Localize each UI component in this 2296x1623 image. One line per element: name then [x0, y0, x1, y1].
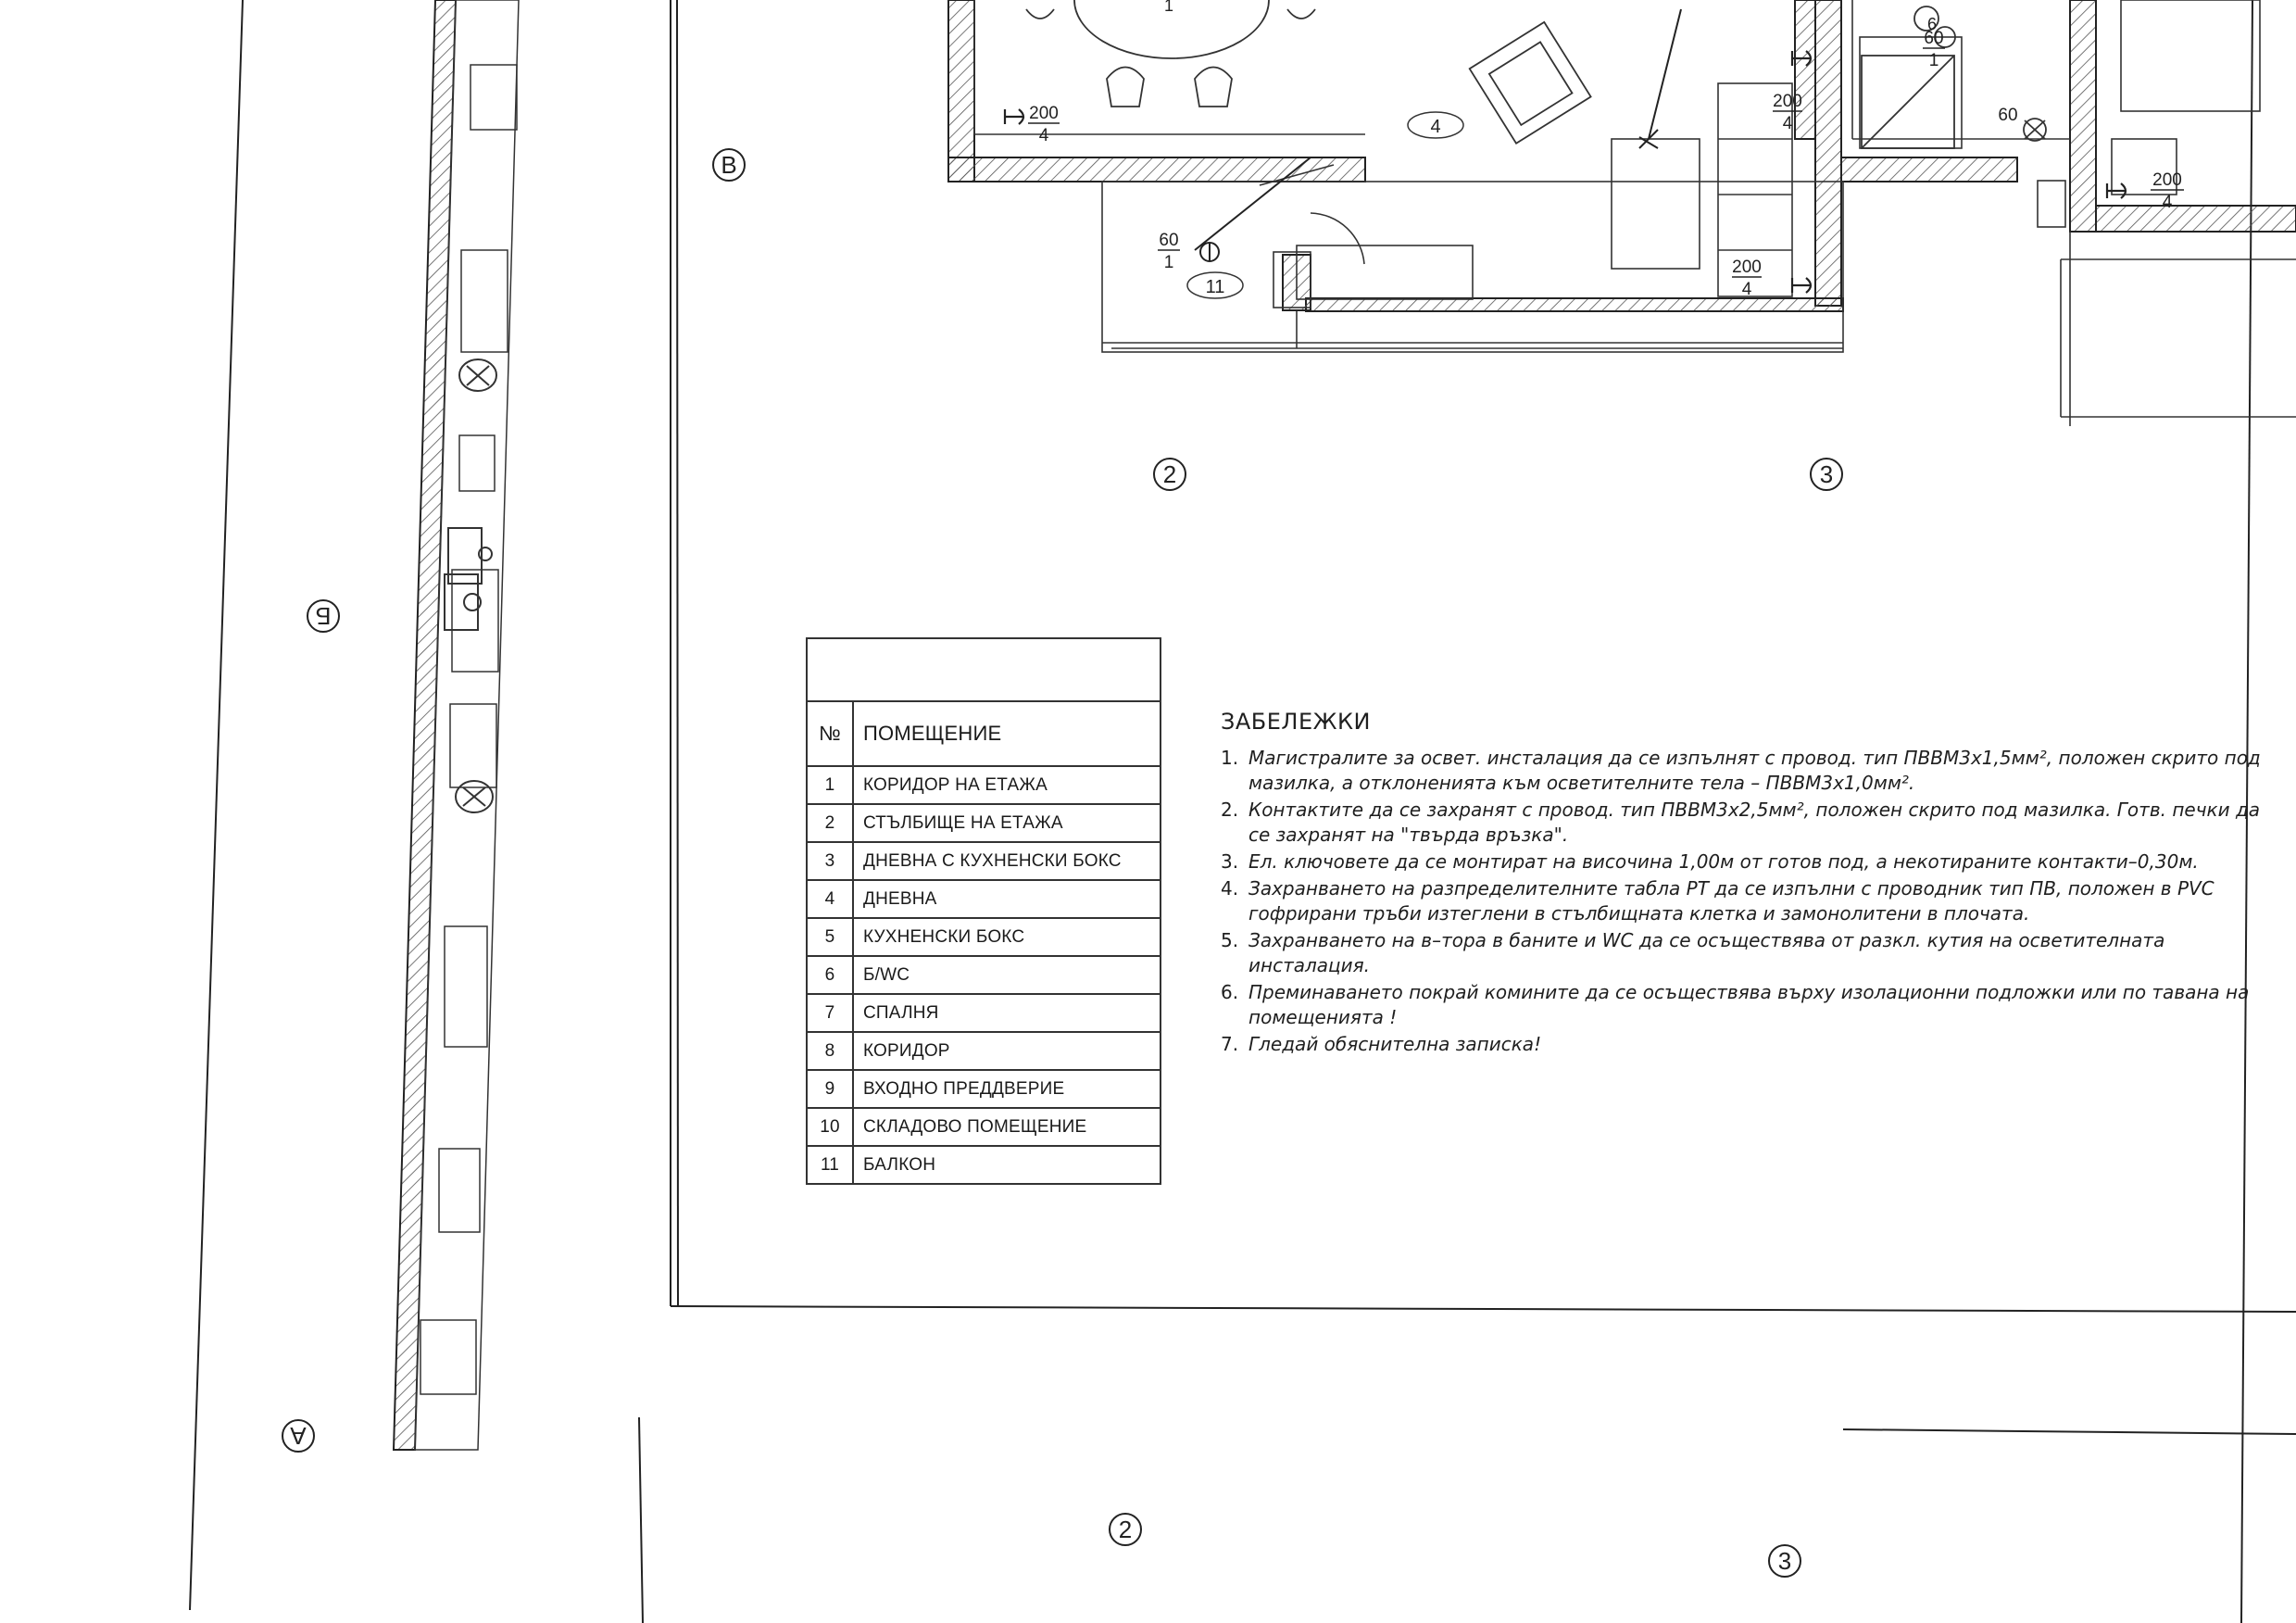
room-schedule-table: [806, 637, 1161, 1185]
table-row: [807, 994, 1161, 1032]
light-1-label-bottom: 1: [1163, 253, 1174, 272]
bathroom-fixtures: [1862, 6, 2046, 148]
outlet-4-label-bottom: 4: [2162, 193, 2173, 212]
note-text: Преминаването покрай комините да се осъществява върху изолационни подложки или по тавана на помещенията !: [1248, 981, 2250, 1028]
table-blank-row: [807, 638, 1161, 701]
room-name: БАЛКОН: [853, 1146, 1161, 1184]
axis-label-col-2-lower: 2: [1118, 1516, 1133, 1543]
table-row: [807, 766, 1161, 804]
top-floor-plan: [948, 0, 2296, 426]
table-header-name: ПОМЕЩЕНИЕ: [853, 701, 1161, 766]
note-text: Контактите да се захранят с провод. тип ПВВМ3х2,5мм², положен скрито под мазилка. Готв. печки да се захранят на "твърда връзка".: [1248, 799, 2261, 846]
table-row: [807, 842, 1161, 880]
room-bubbles: [1187, 112, 1463, 298]
room-num: 5: [807, 918, 853, 956]
room-num: 7: [807, 994, 853, 1032]
table-row: [807, 880, 1161, 918]
room-num: 6: [807, 956, 853, 994]
note-number: 1.: [1221, 747, 1239, 769]
light-2-label-bottom: 1: [1928, 51, 1939, 70]
note-item: [1221, 849, 2277, 874]
note-text: Захранването на разпределителните табла РТ да се изпълни с проводник тип ПВ, положен в PVC гофрирани тръби изтеглени в стълбищната клетка и замонолитени в плочата.: [1248, 877, 2214, 925]
table-header-num: №: [807, 701, 853, 766]
room-num: 1: [807, 766, 853, 804]
note-item: [1221, 980, 2277, 1030]
note-number: 6.: [1221, 981, 1239, 1003]
note-number: 7.: [1221, 1033, 1239, 1055]
dining-set: [1026, 0, 1315, 107]
table-row: [807, 956, 1161, 994]
note-text: Захранването на в–тора в баните и WC да се осъществява от разкл. кутия на осветителната инсталация.: [1248, 929, 2165, 976]
room-name: ДНЕВНА С КУХНЕНСКИ БОКС: [853, 842, 1161, 880]
room-name: КУХНЕНСКИ БОКС: [853, 918, 1161, 956]
note-number: 4.: [1221, 877, 1239, 900]
axis-label-col-3-lower: 3: [1777, 1547, 1792, 1575]
outlet-3-label-bottom: 4: [1741, 280, 1752, 299]
room-bubble-bath: 6: [1926, 15, 1938, 33]
note-item: [1221, 798, 2277, 848]
light-1-label-top: 60: [1159, 231, 1179, 250]
notes-list: [1221, 746, 2277, 1057]
table-row: [807, 804, 1161, 842]
room-name: СПАЛНЯ: [853, 994, 1161, 1032]
room-name: КОРИДОР: [853, 1032, 1161, 1070]
room-name: СТЪЛБИЩЕ НА ЕТАЖА: [853, 804, 1161, 842]
room-bubble-corridor: 1: [1163, 0, 1174, 15]
notes-title: ЗАБЕЛЕЖКИ: [1221, 709, 1371, 735]
room-num: 2: [807, 804, 853, 842]
room-num: 8: [807, 1032, 853, 1070]
light-3-label-top: 60: [1998, 106, 2018, 125]
outlet-1-label-top: 200: [1029, 104, 1059, 123]
room-num: 11: [807, 1146, 853, 1184]
outlet-1-label-bottom: 4: [1038, 126, 1049, 145]
note-text: Ел. ключовете да се монтират на височина 1,00м от готов под, а некотираните контакти–0,30м.: [1248, 850, 2199, 873]
note-text: Гледай обяснителна записка!: [1248, 1033, 1542, 1055]
room-num: 9: [807, 1070, 853, 1108]
room-name: КОРИДОР НА ЕТАЖА: [853, 766, 1161, 804]
note-item: [1221, 876, 2277, 926]
room-bubble-living: 4: [1430, 117, 1441, 137]
outlet-4-label-top: 200: [2152, 170, 2182, 190]
armchair: [1470, 22, 1591, 144]
table-row: [807, 1146, 1161, 1184]
room-name: ДНЕВНА: [853, 880, 1161, 918]
table-row: [807, 1108, 1161, 1146]
table-row: [807, 1032, 1161, 1070]
left-wall-strip: [394, 0, 519, 1450]
note-text: Магистралите за освет. инсталация да се изпълнят с провод. тип ПВВМ3х1,5мм², положен скрито под мазилка, а отклоненията към осветителните тела – ПВВМ3х1,0мм².: [1248, 747, 2261, 794]
room-bubble-balcony: 11: [1205, 277, 1225, 297]
room-name: ВХОДНО ПРЕДДВЕРИЕ: [853, 1070, 1161, 1108]
room-num: 4: [807, 880, 853, 918]
note-item: [1221, 1032, 2277, 1057]
light-symbols: [1200, 243, 1219, 261]
notes-block: [1221, 710, 2277, 1059]
room-name: СКЛАДОВО ПОМЕЩЕНИЕ: [853, 1108, 1161, 1146]
note-item: [1221, 746, 2277, 796]
table-header-row: [807, 701, 1161, 766]
outlet-2-label-top: 200: [1773, 92, 1802, 111]
note-number: 5.: [1221, 929, 1239, 951]
room-num: 3: [807, 842, 853, 880]
axis-label-left-bottom: А: [290, 1422, 307, 1450]
light-2-label-top: 60: [1924, 29, 1944, 48]
note-number: 3.: [1221, 850, 1239, 873]
outlet-2-label-bottom: 4: [1782, 114, 1793, 133]
table-row: [807, 918, 1161, 956]
axis-label-col-2-upper: 2: [1162, 460, 1177, 488]
note-number: 2.: [1221, 799, 1239, 821]
outlet-3-label-top: 200: [1732, 258, 1762, 277]
room-name: Б/WC: [853, 956, 1161, 994]
table-row: [807, 1070, 1161, 1108]
axis-label-col-3-upper: 3: [1819, 460, 1834, 488]
room-num: 10: [807, 1108, 853, 1146]
axis-label-left-mid: Б: [315, 602, 332, 630]
axis-label-top-left: В: [721, 151, 737, 179]
note-item: [1221, 928, 2277, 978]
